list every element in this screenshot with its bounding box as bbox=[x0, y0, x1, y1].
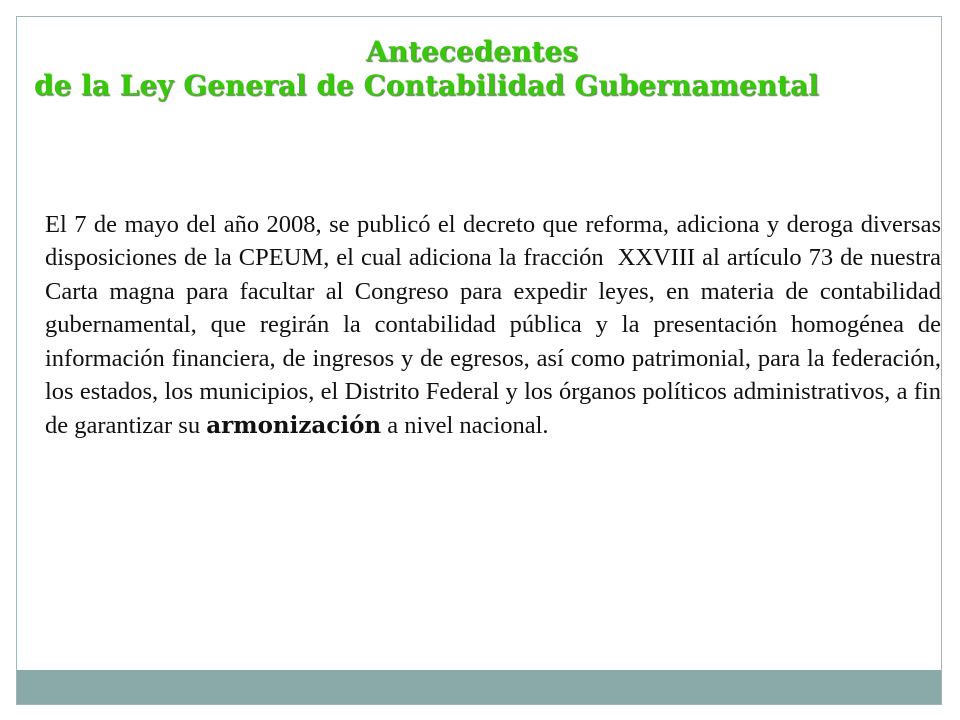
slide bbox=[16, 16, 942, 705]
body-paragraph bbox=[45, 208, 941, 443]
title-line-antecedentes: Antecedentes bbox=[366, 35, 578, 68]
body-text-before: El 7 de mayo del año 2008, se publicó el decreto que reforma, adiciona y deroga diversas disposiciones de la CPEUM, el cual adiciona la fracción XXVIII al artículo 73 de nuestra Carta magna para facultar al Congreso para expedir leyes, en materia de contabilidad gubernamental, que regirán la contabilidad pública y la presentación homogénea de información financiera, de ingresos y de egresos, así como patrimonial, para la federación, los estados, los municipios, el Distrito Federal y los órganos políticos administrativos, a fin de garantizar su bbox=[45, 210, 941, 440]
body-text-after: a nivel nacional. bbox=[381, 412, 549, 440]
slide-title bbox=[17, 35, 941, 103]
footer-bar bbox=[17, 670, 941, 704]
title-line-ley-general: de la Ley General de Contabilidad Gubernamental bbox=[34, 69, 819, 102]
body-emphasis-armonizacion: armonización bbox=[206, 412, 382, 440]
